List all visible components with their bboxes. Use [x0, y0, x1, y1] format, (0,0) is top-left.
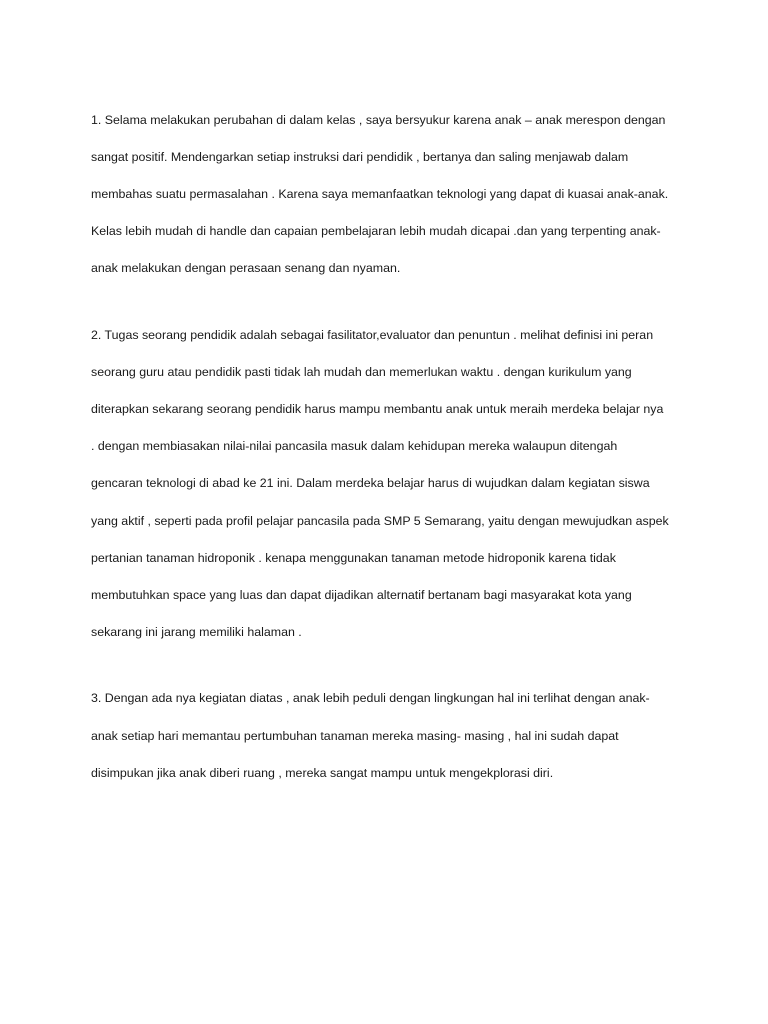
paragraph-line: Kelas lebih mudah di handle dan capaian pembelajaran lebih mudah dicapai .dan yang terpenting anak- [91, 224, 661, 239]
paragraph-line: 1. Selama melakukan perubahan di dalam kelas , saya bersyukur karena anak – anak merespon dengan [91, 112, 666, 127]
paragraph-line: 2. Tugas seorang pendidik adalah sebagai fasilitator,evaluator dan penuntun . melihat definisi ini peran [91, 327, 654, 342]
paragraph-line: diterapkan sekarang seorang pendidik harus mampu membantu anak untuk meraih merdeka belajar nya [91, 402, 664, 416]
paragraph-line: membahas suatu permasalahan . Karena saya memanfaatkan teknologi yang dapat di kuasai anak-anak. [91, 186, 669, 201]
paragraph-line: . dengan membiasakan nilai-nilai pancasila masuk dalam kehidupan mereka walaupun ditengah [91, 439, 618, 454]
paragraph-line: anak setiap hari memantau pertumbuhan tanaman mereka masing- masing , hal ini sudah dapat [91, 728, 619, 743]
document-body [91, 92, 681, 811]
paragraph-line: pertanian tanaman hidroponik . kenapa menggunakan tanaman metode hidroponik karena tidak [91, 550, 616, 565]
paragraph-1 [91, 92, 681, 297]
paragraph-line: membutuhkan space yang luas dan dapat dijadikan alternatif bertanam bagi masyarakat kota yang [91, 587, 632, 602]
paragraph-line: seorang guru atau pendidik pasti tidak lah mudah dan memerlukan waktu . dengan kurikulum yang [91, 364, 632, 379]
paragraph-line: gencaran teknologi di abad ke 21 ini. Dalam merdeka belajar harus di wujudkan dalam kegiatan siswa [91, 476, 650, 491]
paragraph-2 [91, 307, 681, 660]
paragraph-3 [91, 671, 681, 801]
paragraph-line: 3. Dengan ada nya kegiatan diatas , anak lebih peduli dengan lingkungan hal ini terlihat dengan anak- [91, 691, 650, 706]
paragraph-line: anak melakukan dengan perasaan senang dan nyaman. [91, 261, 401, 276]
paragraph-line: sangat positif. Mendengarkan setiap instruksi dari pendidik , bertanya dan saling menjawab dalam [91, 149, 629, 164]
paragraph-line: sekarang ini jarang memiliki halaman . [91, 625, 302, 640]
paragraph-line: disimpukan jika anak diberi ruang , mereka sangat mampu untuk mengekplorasi diri. [91, 765, 554, 780]
paragraph-line: yang aktif , seperti pada profil pelajar pancasila pada SMP 5 Semarang, yaitu dengan mewujudkan aspek [91, 513, 669, 528]
